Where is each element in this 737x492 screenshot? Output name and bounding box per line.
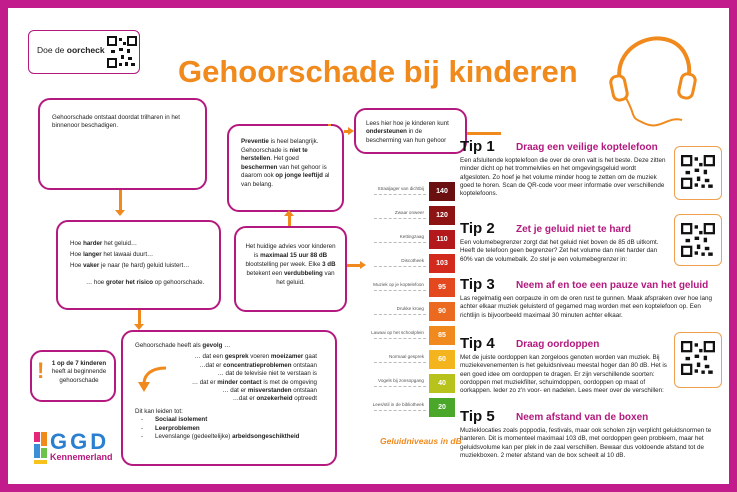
gevolg-bullets <box>135 416 325 441</box>
tip-heading: Neem af en toe een pauze van het geluid <box>516 280 709 291</box>
arrow-line <box>328 124 331 126</box>
tip-heading: Draag oordoppen <box>516 339 600 350</box>
gevolg-line: … dat er minder contact is met de omgeving <box>191 378 317 386</box>
logo-region: Kennemerland <box>50 452 113 462</box>
gevolg-line: … dat een gesprek voeren moeizamer gaat <box>194 353 317 361</box>
tip-number: Tip 5 <box>460 408 495 425</box>
qr-box-koptelefoon[interactable] <box>674 146 722 200</box>
tip-number: Tip 4 <box>460 335 495 352</box>
poster <box>8 8 729 484</box>
gevolg-lead: Dit kan leiden tot: <box>135 407 183 415</box>
scale-label: Vogels bij zonsopgang <box>378 378 424 383</box>
tip-text: Een volumebegrenzer zorgt dat het geluid niet boven de 85 dB uitkomt. Heeft de telefoon geen begrenzer? Zet het volume dan niet harder dan 60% van de volumebalk. Zo stel je een volumebegrenzer in: <box>460 239 659 263</box>
scale-label: Lawaai op het schoolplein <box>371 330 424 335</box>
gevolg-line: … dat de televisie niet te verstaan is <box>217 370 317 378</box>
info-box-advies: Het huidige advies voor kinderen is maximaal 15 uur 88 dB blootstelling per week. Elke 3 dB betekent een verdubbeling van het geluid. <box>234 226 347 312</box>
gevolg-line: …dat er onzekerheid optreedt <box>232 395 317 403</box>
scale-tick <box>374 338 426 339</box>
scale-label: Kettingzaag <box>399 234 424 239</box>
scale-tick <box>374 386 426 387</box>
scale-tick <box>374 410 426 411</box>
scale-level-85: 85 <box>429 326 455 345</box>
scale-caption: Geluidniveaus in dB <box>380 436 462 446</box>
info-box-preventie: Preventie is heel belangrijk. Gehoorschade is niet te herstellen. Het goed beschermen van het gehoor is daarom ook op jonge leeftijd al van belang. <box>227 124 344 212</box>
scale-tick <box>374 362 426 363</box>
info-box-risico: Hoe harder het geluid… Hoe langer het lawaai duurt… Hoe vaker je naar (te hard) geluid luistert… … hoe groter het risico op gehoorschade. <box>56 220 221 310</box>
scale-level-40: 40 <box>429 374 455 393</box>
qr-box-volumebegrenzer[interactable] <box>674 214 722 266</box>
scale-tick <box>374 314 426 315</box>
link-box-ondersteunen[interactable]: Lees hier hoe je kinderen kunt ondersteunen in de bescherming van hun gehoor <box>354 108 467 154</box>
qr-box-oordoppen[interactable] <box>674 332 722 388</box>
info-box-gehoorschade: Gehoorschade ontstaat doordat trilharen in het binnenoor beschadigen. <box>38 98 207 190</box>
headphones-icon <box>598 20 708 130</box>
gevolg-bullet: - Levenslange (gedeeltelijke) arbeidsongeschiktheid <box>141 433 300 441</box>
page-title: Gehoorschade bij kinderen <box>178 54 578 89</box>
scale-tick <box>374 194 426 195</box>
scale-label: Muziek op je koptelefoon <box>373 282 424 287</box>
scale-level-90: 90 <box>429 302 455 321</box>
tip-text: Muzieklocaties zoals poppodia, festivals, maar ook scholen zijn verplicht geluidsnormen te hanteren. Dit is momenteel maximaal 103 dB, met oordoppen geen probleem, maar het geluidsvolume kan per plek in de zaal verschillen. Bewaar dus voldoende afstand tot de muziekboxen. 2 meter afstand van de box scheelt al 10 dB. <box>460 427 712 459</box>
logo-letters: GGD <box>50 429 110 454</box>
gevolg-line: … dat er misverstanden ontstaan <box>222 387 317 395</box>
scale-level-110: 110 <box>429 230 455 249</box>
oorcheck-box[interactable] <box>28 30 140 74</box>
arrow-line <box>467 132 501 135</box>
gevolg-bullet: - Sociaal isolement <box>141 416 208 424</box>
gevolg-line: …dat er concentratieproblemen ontstaan <box>199 361 317 369</box>
tip-text: Las regelmatig een oorpauze in om de oren rust te gunnen. Maak afspraken over hoe lang achter elkaar muziek geluisterd of gegamed mag worden met een koptelefoon op. Een richtlijn is bijvoorbeeld maximaal 30 minuten achter elkaar. <box>460 295 713 319</box>
scale-label: Discotheek <box>401 258 424 263</box>
curved-arrow-icon <box>136 364 170 394</box>
qr-code-icon <box>681 223 715 257</box>
tip-heading: Zet je geluid niet te hard <box>516 224 632 235</box>
ggd-logo-mark-icon <box>34 432 50 466</box>
tip-text: Een afsluitende koptelefoon die over de oren valt is het beste. Deze zitten minder dicht op het trommelvlies en het omgevingsgeluid wordt afgesloten. Zo hoef je het volume minder hoog te zetten om de muziek goed te horen. Scan de QR-code voor meer informatie over verschillende koptelefoons. <box>460 157 666 198</box>
tip-number: Tip 2 <box>460 220 495 237</box>
tip-heading: Draag een veilige koptelefoon <box>516 142 658 153</box>
oorcheck-text: Doe de oorcheck <box>37 45 105 55</box>
qr-code-icon[interactable] <box>107 35 137 69</box>
exclamation-icon: ! <box>37 358 45 383</box>
scale-label: Lees/stil in de bibliotheek <box>372 402 424 407</box>
scale-level-95: 95 <box>429 278 455 297</box>
scale-level-20: 20 <box>429 398 455 417</box>
scale-tick <box>374 266 426 267</box>
ggd-logo <box>34 429 114 472</box>
scale-label: Straaljager van dichtbij <box>377 186 424 191</box>
tip-number: Tip 1 <box>460 138 495 155</box>
qr-code-icon <box>681 155 715 189</box>
info-box-statistiek: ! 1 op de 7 kinderen heeft al beginnende gehoorschade <box>30 350 116 402</box>
scale-level-140: 140 <box>429 182 455 201</box>
scale-level-103: 103 <box>429 254 455 273</box>
gevolg-intro: Gehoorschade heeft als gevolg … <box>135 342 231 349</box>
gevolg-bullet: - Leerproblemen <box>141 424 200 432</box>
scale-tick <box>374 242 426 243</box>
arrow-line <box>119 190 122 212</box>
qr-code-icon <box>681 341 715 375</box>
scale-tick <box>374 218 426 219</box>
arrow-line <box>347 264 361 267</box>
arrow-down-icon <box>115 210 125 216</box>
tip-text: Met de juiste oordoppen kan zorgeloos genoten worden van muziek. Bij muziekevenementen is het geluidsniveau meestal hoger dan 80 dB. Het is een goed idee om oordoppen te dragen. Er zijn verschillende soorten: oordoppen met muziekfilter, schuimdoppen, oordoppen op maat of oorkappen. Ieder zo z'n voor- en nadelen. Lees meer over de verschillen: <box>460 354 667 395</box>
scale-label: Drukke kroeg <box>396 306 424 311</box>
scale-tick <box>374 290 426 291</box>
scale-level-120: 120 <box>429 206 455 225</box>
scale-level-60: 60 <box>429 350 455 369</box>
scale-label: Normaal gesprek <box>389 354 424 359</box>
arrow-up-icon <box>284 210 294 216</box>
scale-label: Zwaar onweer <box>394 210 424 215</box>
info-box-gevolgen <box>121 330 337 466</box>
tip-heading: Neem afstand van de boxen <box>516 412 649 423</box>
tip-number: Tip 3 <box>460 276 495 293</box>
